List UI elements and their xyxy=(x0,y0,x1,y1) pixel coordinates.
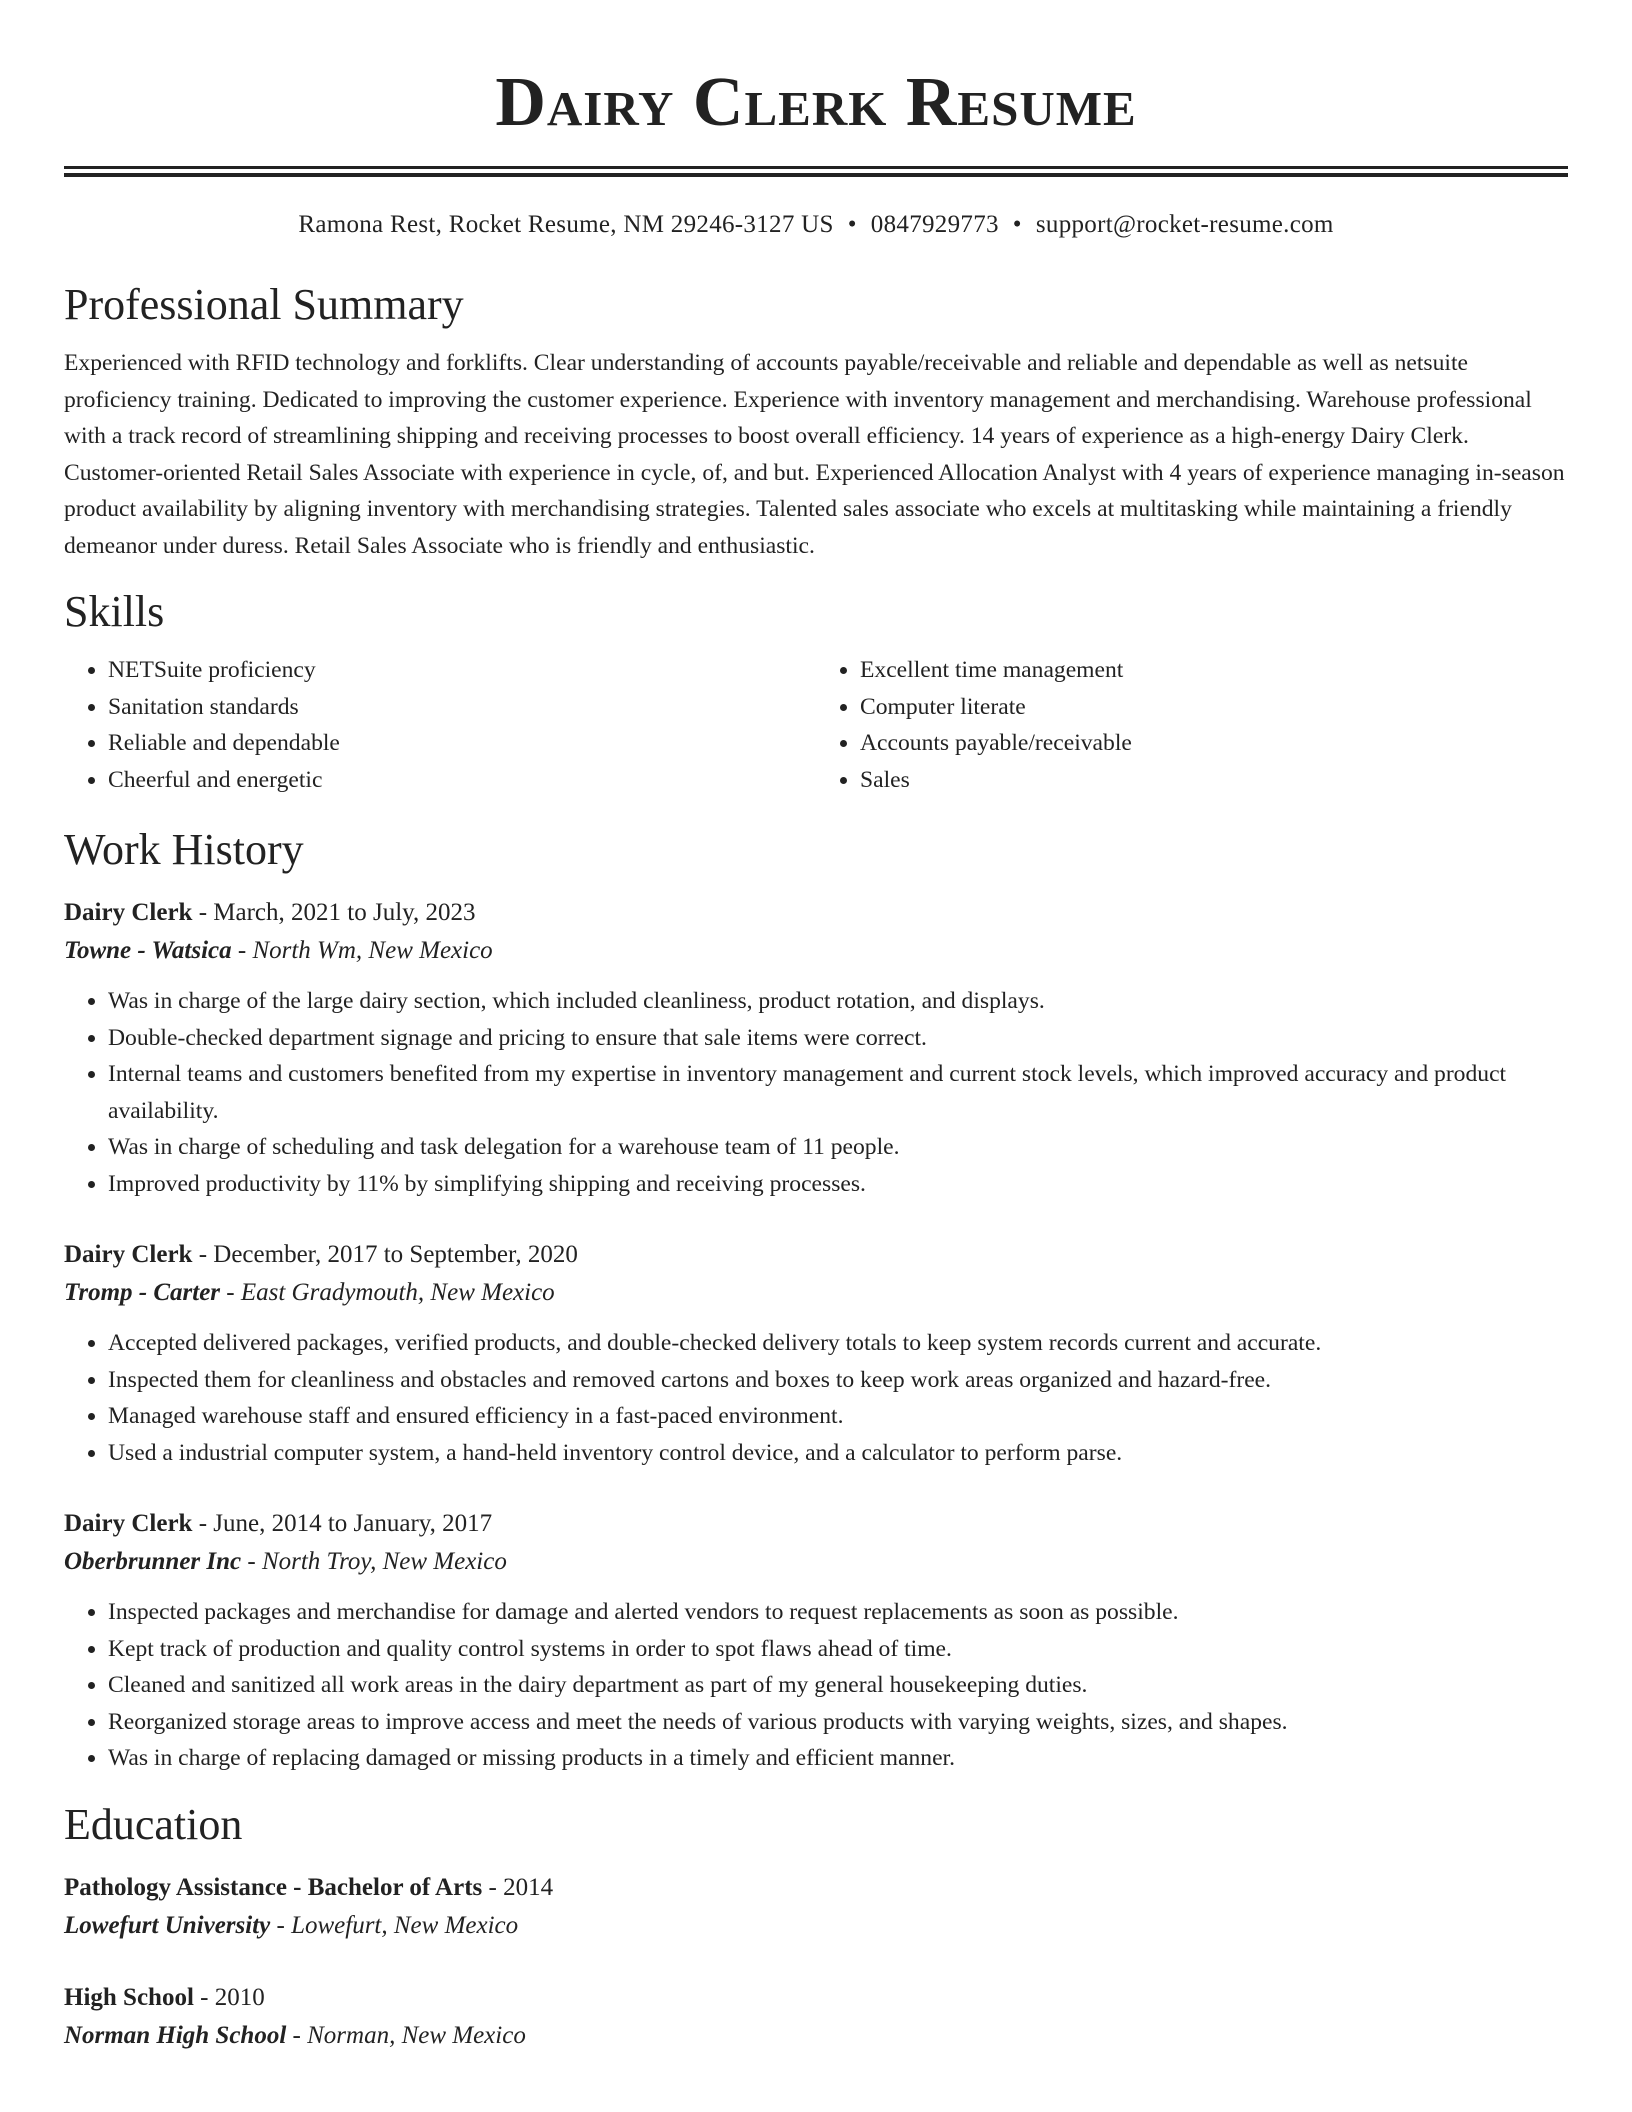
education-school-line xyxy=(64,1907,1568,1945)
job-bullet: • Internal teams and customers benefited from my expertise in inventory management and current stock levels, which improved accuracy and product availability. xyxy=(108,1056,1568,1129)
education-degree-line xyxy=(64,1869,1568,1907)
job-location: - East Gradymouth, New Mexico xyxy=(220,1279,555,1306)
job-company: Tromp - Carter xyxy=(64,1279,221,1306)
skills-column-left xyxy=(64,652,816,798)
education-location: - Norman, New Mexico xyxy=(286,2021,526,2049)
skill-item: • Sanitation standards xyxy=(108,689,816,726)
job-bullet: • Was in charge of the large dairy section, which included cleanliness, product rotation, and displays. xyxy=(108,983,1568,1020)
job-bullets xyxy=(64,1325,1568,1471)
title-rule-top xyxy=(64,166,1568,169)
page-title: Dairy Clerk Resume xyxy=(495,64,1137,141)
job-company: Oberbrunner Inc xyxy=(64,1548,242,1575)
summary-heading: Professional Summary xyxy=(64,280,464,329)
job-location: - North Wm, New Mexico xyxy=(231,937,493,964)
skill-item: • Cheerful and energetic xyxy=(108,762,816,799)
education-year: - 2014 xyxy=(482,1873,554,1901)
job-entry xyxy=(64,1505,1568,1777)
education-location: - Lowefurt, New Mexico xyxy=(270,1911,519,1939)
skill-item: • NETSuite proficiency xyxy=(108,652,816,689)
work-history-heading: Work History xyxy=(64,825,304,874)
job-bullets xyxy=(64,983,1568,1202)
job-bullet: • Reorganized storage areas to improve access and meet the needs of various products with varying weights, sizes, and shapes. xyxy=(108,1704,1568,1741)
skill-item: • Reliable and dependable xyxy=(108,725,816,762)
education-year: - 2010 xyxy=(193,1983,265,2011)
job-entry xyxy=(64,1236,1568,1471)
job-company-line xyxy=(64,1543,1568,1581)
job-role: Dairy Clerk xyxy=(64,1510,193,1537)
education-school-line xyxy=(64,2017,1568,2055)
education-heading: Education xyxy=(64,1799,243,1849)
education-degree: High School xyxy=(64,1983,194,2011)
job-bullet: • Cleaned and sanitized all work areas in the dairy department as part of my general housekeeping duties. xyxy=(108,1667,1568,1704)
contact-separator: • xyxy=(847,211,857,238)
job-bullet: • Used a industrial computer system, a hand-held inventory control device, and a calculator to perform parse. xyxy=(108,1435,1568,1472)
summary-text: Experienced with RFID technology and forklifts. Clear understanding of accounts payable/receivable and reliable and dependable as well as netsuite proficiency training. Dedicated to improving the customer experience. Experience with inventory management and merchandising. Warehouse professional with a track record of streamlining shipping and receiving processes to boost overall efficiency. 14 years of experience as a high-energy Dairy Clerk. Customer-oriented Retail Sales Associate with experience in cycle, of, and but. Experienced Allocation Analyst with 4 years of experience managing in-season product availability by aligning inventory with merchandising strategies. Talented sales associate who excels at multitasking while maintaining a friendly demeanor under duress. Retail Sales Associate who is friendly and enthusiastic. xyxy=(64,350,1565,559)
education-school: Lowefurt University xyxy=(64,1911,271,1939)
education-entry xyxy=(64,1979,1568,2055)
skill-item: • Sales xyxy=(860,762,1568,799)
job-bullet: • Was in charge of scheduling and task delegation for a warehouse team of 11 people. xyxy=(108,1129,1568,1166)
job-dates: - March, 2021 to July, 2023 xyxy=(192,899,476,926)
contact-separator: • xyxy=(1012,211,1022,238)
skills-column-right xyxy=(816,652,1568,798)
job-entry xyxy=(64,894,1568,1202)
job-role: Dairy Clerk xyxy=(64,899,193,926)
job-company-line xyxy=(64,1274,1568,1312)
skills-heading: Skills xyxy=(64,587,165,636)
job-bullet: • Inspected them for cleanliness and obstacles and removed cartons and boxes to keep work areas organized and hazard-free. xyxy=(108,1362,1568,1399)
skill-item: • Computer literate xyxy=(860,689,1568,726)
skills-list xyxy=(64,652,1568,798)
job-bullet: • Improved productivity by 11% by simplifying shipping and receiving processes. xyxy=(108,1166,1568,1203)
job-bullets xyxy=(64,1594,1568,1777)
job-bullet: • Was in charge of replacing damaged or missing products in a timely and efficient manner. xyxy=(108,1740,1568,1777)
education-entry xyxy=(64,1869,1568,1945)
contact-address: Ramona Rest, Rocket Resume, NM 29246-3127 US xyxy=(298,211,834,238)
job-bullet: • Managed warehouse staff and ensured efficiency in a fast-paced environment. xyxy=(108,1398,1568,1435)
contact-line xyxy=(64,207,1568,243)
contact-phone: 0847929773 xyxy=(870,211,999,238)
skill-item: • Excellent time management xyxy=(860,652,1568,689)
education-degree-line xyxy=(64,1979,1568,2017)
job-bullet: • Inspected packages and merchandise for damage and alerted vendors to request replacements as soon as possible. xyxy=(108,1594,1568,1631)
job-location: - North Troy, New Mexico xyxy=(241,1548,507,1575)
job-role-line xyxy=(64,1236,1568,1274)
job-bullet: • Accepted delivered packages, verified products, and double-checked delivery totals to keep system records current and accurate. xyxy=(108,1325,1568,1362)
job-role-line xyxy=(64,1505,1568,1543)
job-dates: - December, 2017 to September, 2020 xyxy=(192,1241,578,1268)
contact-email: support@rocket-resume.com xyxy=(1035,211,1334,238)
title-rule-bottom xyxy=(64,173,1568,177)
job-dates: - June, 2014 to January, 2017 xyxy=(192,1510,493,1537)
education-school: Norman High School xyxy=(64,2021,287,2049)
job-company-line xyxy=(64,932,1568,970)
job-bullet: • Double-checked department signage and pricing to ensure that sale items were correct. xyxy=(108,1020,1568,1057)
job-company: Towne - Watsica xyxy=(64,937,232,964)
skill-item: • Accounts payable/receivable xyxy=(860,725,1568,762)
job-bullet: • Kept track of production and quality control systems in order to spot flaws ahead of time. xyxy=(108,1631,1568,1668)
job-role-line xyxy=(64,894,1568,932)
education-degree: Pathology Assistance - Bachelor of Arts xyxy=(64,1873,483,1901)
job-role: Dairy Clerk xyxy=(64,1241,193,1268)
